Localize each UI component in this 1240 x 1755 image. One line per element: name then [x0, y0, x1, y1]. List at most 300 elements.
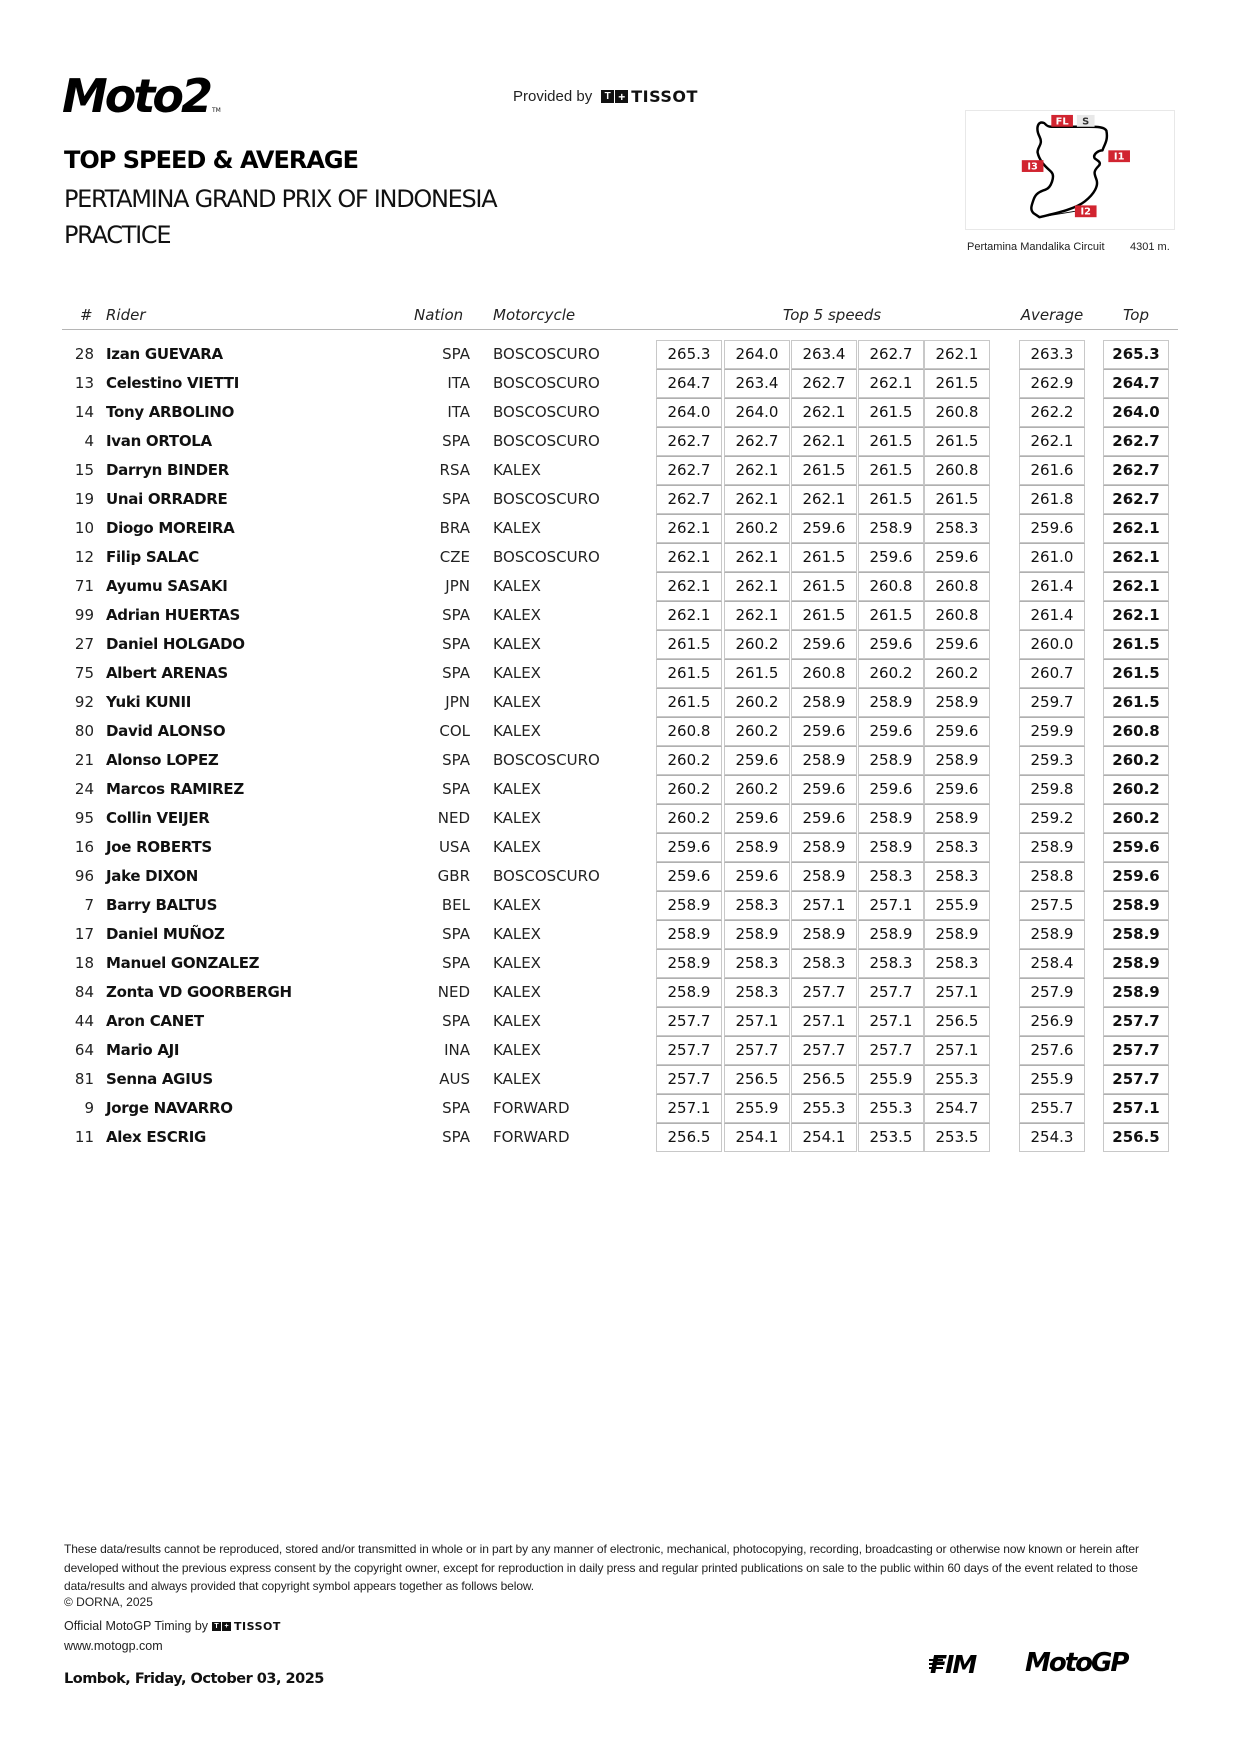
- rider-nation: BRA: [439, 519, 470, 537]
- speed-cell-3: 260.8: [791, 659, 857, 688]
- top-speed-cell: 259.6: [1103, 862, 1169, 891]
- rider-nation: CZE: [439, 548, 470, 566]
- rider-motorcycle: KALEX: [493, 664, 541, 682]
- circuit-map: [965, 110, 1175, 230]
- speed-cell-4: 258.9: [858, 833, 924, 862]
- rider-nation: JPN: [445, 693, 470, 711]
- average-speed-cell: 259.3: [1019, 746, 1085, 775]
- speed-cell-2: 264.0: [724, 340, 790, 369]
- speed-cell-5: 261.5: [924, 369, 990, 398]
- header-top: Top: [1122, 306, 1149, 324]
- speed-cell-4: 258.9: [858, 746, 924, 775]
- rider-motorcycle: KALEX: [493, 1041, 541, 1059]
- top-speed-cell: 258.9: [1103, 891, 1169, 920]
- table-row: [62, 717, 1178, 746]
- top-speed-cell: 257.7: [1103, 1036, 1169, 1065]
- average-speed-cell: 259.8: [1019, 775, 1085, 804]
- speed-cell-4: 257.7: [858, 978, 924, 1007]
- speed-cell-5: 259.6: [924, 543, 990, 572]
- speed-cell-5: 259.6: [924, 775, 990, 804]
- speed-cell-1: 258.9: [656, 920, 722, 949]
- rider-motorcycle: KALEX: [493, 780, 541, 798]
- speed-cell-1: 262.1: [656, 514, 722, 543]
- speed-cell-4: 258.9: [858, 804, 924, 833]
- average-speed-cell: 258.9: [1019, 920, 1085, 949]
- average-speed-cell: 255.9: [1019, 1065, 1085, 1094]
- average-speed-cell: 258.9: [1019, 833, 1085, 862]
- speed-cell-5: 255.9: [924, 891, 990, 920]
- rider-motorcycle: KALEX: [493, 577, 541, 595]
- speed-cell-3: 258.9: [791, 833, 857, 862]
- header-average: Average: [1020, 306, 1084, 324]
- speed-cell-3: 255.3: [791, 1094, 857, 1123]
- rider-number: 92: [74, 693, 94, 711]
- table-row: [62, 1094, 1178, 1123]
- average-speed-cell: 260.7: [1019, 659, 1085, 688]
- rider-nation: RSA: [439, 461, 470, 479]
- rider-name: Yuki KUNII: [106, 693, 192, 711]
- top-speed-cell: 259.6: [1103, 833, 1169, 862]
- speed-cell-2: 258.3: [724, 891, 790, 920]
- speed-cell-3: 262.1: [791, 485, 857, 514]
- speed-cell-5: 258.3: [924, 833, 990, 862]
- rider-number: 15: [74, 461, 94, 479]
- speed-cell-3: 259.6: [791, 775, 857, 804]
- speed-cell-4: 255.9: [858, 1065, 924, 1094]
- speed-cell-3: 258.9: [791, 920, 857, 949]
- speed-cell-3: 261.5: [791, 456, 857, 485]
- session-name: PRACTICE: [64, 221, 171, 249]
- rider-name: Collin VEIJER: [106, 809, 210, 827]
- speed-cell-1: 262.7: [656, 456, 722, 485]
- speed-cell-5: 258.3: [924, 514, 990, 543]
- table-row: [62, 514, 1178, 543]
- table-header: [62, 300, 1178, 330]
- rider-name: Barry BALTUS: [106, 896, 218, 914]
- speed-cell-1: 258.9: [656, 949, 722, 978]
- top-speed-cell: 264.0: [1103, 398, 1169, 427]
- rider-number: 80: [74, 722, 94, 740]
- speed-cell-2: 262.1: [724, 456, 790, 485]
- rider-motorcycle: KALEX: [493, 925, 541, 943]
- table-row: [62, 804, 1178, 833]
- table-row: [62, 427, 1178, 456]
- top-speed-cell: 257.1: [1103, 1094, 1169, 1123]
- average-speed-cell: 254.3: [1019, 1123, 1085, 1152]
- rider-name: Celestino VIETTI: [106, 374, 239, 392]
- rider-number: 24: [74, 780, 94, 798]
- speed-cell-1: 257.7: [656, 1007, 722, 1036]
- table-row: [62, 920, 1178, 949]
- speed-cell-1: 264.0: [656, 398, 722, 427]
- speed-cell-2: 262.1: [724, 485, 790, 514]
- speed-cell-1: 262.7: [656, 427, 722, 456]
- speed-cell-2: 260.2: [724, 514, 790, 543]
- rider-name: Diogo MOREIRA: [106, 519, 235, 537]
- average-speed-cell: 262.1: [1019, 427, 1085, 456]
- average-speed-cell: 261.4: [1019, 572, 1085, 601]
- speed-cell-2: 262.7: [724, 427, 790, 456]
- tissot-t-icon: T: [212, 1622, 221, 1631]
- rider-nation: SPA: [442, 1099, 470, 1117]
- speed-cell-2: 260.2: [724, 775, 790, 804]
- speed-cell-3: 259.6: [791, 804, 857, 833]
- top-speed-cell: 260.2: [1103, 746, 1169, 775]
- header-top5-speeds: Top 5 speeds: [782, 306, 882, 324]
- speed-cell-5: 260.2: [924, 659, 990, 688]
- rider-name: Jake DIXON: [106, 867, 199, 885]
- website-link[interactable]: www.motogp.com: [64, 1639, 163, 1653]
- speed-cell-1: 257.1: [656, 1094, 722, 1123]
- i2-label: I2: [1080, 206, 1091, 218]
- rider-number: 44: [74, 1012, 94, 1030]
- rider-nation: SPA: [442, 780, 470, 798]
- rider-name: Adrian HUERTAS: [106, 606, 241, 624]
- rider-number: 4: [84, 432, 94, 450]
- average-speed-cell: 258.4: [1019, 949, 1085, 978]
- speed-cell-2: 262.1: [724, 572, 790, 601]
- speed-cell-5: 258.3: [924, 949, 990, 978]
- top-speed-cell: 256.5: [1103, 1123, 1169, 1152]
- results-table: [62, 340, 1178, 1152]
- speed-cell-3: 262.1: [791, 398, 857, 427]
- swiss-cross-icon: +: [222, 1622, 231, 1631]
- speed-cell-3: 256.5: [791, 1065, 857, 1094]
- speed-cell-2: 258.3: [724, 949, 790, 978]
- rider-motorcycle: KALEX: [493, 461, 541, 479]
- speed-cell-1: 259.6: [656, 862, 722, 891]
- speed-cell-3: 259.6: [791, 514, 857, 543]
- rider-motorcycle: KALEX: [493, 1012, 541, 1030]
- rider-motorcycle: BOSCOSCURO: [493, 403, 600, 421]
- speed-cell-5: 256.5: [924, 1007, 990, 1036]
- average-speed-cell: 261.8: [1019, 485, 1085, 514]
- moto2-logo: [62, 69, 221, 123]
- rider-number: 12: [74, 548, 94, 566]
- rider-motorcycle: KALEX: [493, 635, 541, 653]
- swiss-cross-icon: +: [615, 90, 628, 103]
- speed-cell-1: 256.5: [656, 1123, 722, 1152]
- rider-number: 81: [74, 1070, 94, 1088]
- speed-cell-2: 261.5: [724, 659, 790, 688]
- s-label: S: [1082, 116, 1090, 128]
- rider-motorcycle: KALEX: [493, 983, 541, 1001]
- speed-cell-3: 261.5: [791, 601, 857, 630]
- table-row: [62, 456, 1178, 485]
- rider-nation: SPA: [442, 490, 470, 508]
- speed-cell-2: 260.2: [724, 688, 790, 717]
- speed-cell-5: 261.5: [924, 485, 990, 514]
- table-row: [62, 1065, 1178, 1094]
- speed-cell-4: 257.7: [858, 1036, 924, 1065]
- rider-number: 11: [74, 1128, 94, 1146]
- top-speed-cell: 261.5: [1103, 659, 1169, 688]
- rider-number: 99: [74, 606, 94, 624]
- rider-number: 28: [74, 345, 94, 363]
- rider-nation: INA: [444, 1041, 470, 1059]
- table-row: [62, 833, 1178, 862]
- speed-cell-2: 257.7: [724, 1036, 790, 1065]
- speed-cell-3: 259.6: [791, 717, 857, 746]
- speed-cell-5: 261.5: [924, 427, 990, 456]
- rider-number: 95: [74, 809, 94, 827]
- average-speed-cell: 255.7: [1019, 1094, 1085, 1123]
- table-row: [62, 862, 1178, 891]
- rider-nation: GBR: [437, 867, 470, 885]
- rider-motorcycle: KALEX: [493, 519, 541, 537]
- top-speed-cell: 260.2: [1103, 775, 1169, 804]
- rider-nation: ITA: [447, 403, 470, 421]
- speed-cell-1: 261.5: [656, 688, 722, 717]
- table-row: [62, 572, 1178, 601]
- speed-cell-5: 253.5: [924, 1123, 990, 1152]
- top-speed-cell: 262.7: [1103, 456, 1169, 485]
- rider-nation: SPA: [442, 1012, 470, 1030]
- speed-cell-4: 262.7: [858, 340, 924, 369]
- speed-cell-2: 255.9: [724, 1094, 790, 1123]
- tissot-logo-small: [212, 1620, 281, 1633]
- circuit-length: 4301 m.: [1130, 241, 1170, 253]
- rider-name: Filip SALAC: [106, 548, 199, 566]
- speed-cell-5: 262.1: [924, 340, 990, 369]
- table-row: [62, 688, 1178, 717]
- speed-cell-5: 260.8: [924, 572, 990, 601]
- rider-name: Alonso LOPEZ: [106, 751, 219, 769]
- speed-cell-3: 257.1: [791, 1007, 857, 1036]
- rider-number: 10: [74, 519, 94, 537]
- average-speed-cell: 257.6: [1019, 1036, 1085, 1065]
- speed-cell-3: 259.6: [791, 630, 857, 659]
- speed-cell-1: 261.5: [656, 630, 722, 659]
- page-title: TOP SPEED & AVERAGE: [64, 146, 359, 174]
- speed-cell-5: 257.1: [924, 1036, 990, 1065]
- speed-cell-1: 262.7: [656, 485, 722, 514]
- rider-motorcycle: KALEX: [493, 722, 541, 740]
- rider-motorcycle: BOSCOSCURO: [493, 751, 600, 769]
- speed-cell-1: 260.2: [656, 746, 722, 775]
- speed-cell-4: 261.5: [858, 427, 924, 456]
- event-name: PERTAMINA GRAND PRIX OF INDONESIA: [64, 185, 497, 213]
- rider-number: 18: [74, 954, 94, 972]
- top-speed-cell: 262.1: [1103, 543, 1169, 572]
- rider-nation: BEL: [441, 896, 470, 914]
- disclaimer-text: These data/results cannot be reproduced, stored and/or transmitted in whole or in part by any manner of electronic, mechanical, photocopying, recording, broadcasting or otherwise now known or herein after developed without the previous express consent by the copyright owner, except for reproduction in daily press and regular printed publications on sale to the public within 60 days of the event related to those data/results and always provided that copyright symbol appears together as follows below.: [64, 1542, 1139, 1593]
- speed-cell-4: 259.6: [858, 717, 924, 746]
- provided-by-label: Provided by: [513, 88, 593, 105]
- table-row: [62, 369, 1178, 398]
- table-row: [62, 543, 1178, 572]
- rider-nation: NED: [437, 983, 470, 1001]
- rider-name: Aron CANET: [106, 1012, 204, 1030]
- tissot-t-icon: T: [601, 90, 614, 103]
- average-speed-cell: 259.9: [1019, 717, 1085, 746]
- rider-nation: SPA: [442, 751, 470, 769]
- rider-number: 64: [74, 1041, 94, 1059]
- rider-name: Alex ESCRIG: [106, 1128, 207, 1146]
- rider-number: 9: [84, 1099, 94, 1117]
- speed-cell-1: 257.7: [656, 1065, 722, 1094]
- speed-cell-4: 260.2: [858, 659, 924, 688]
- rider-nation: NED: [437, 809, 470, 827]
- average-speed-cell: 259.2: [1019, 804, 1085, 833]
- rider-name: Mario AJI: [106, 1041, 180, 1059]
- rider-number: 17: [74, 925, 94, 943]
- speed-cell-4: 261.5: [858, 456, 924, 485]
- rider-nation: SPA: [442, 664, 470, 682]
- top-speed-cell: 261.5: [1103, 630, 1169, 659]
- average-speed-cell: 257.9: [1019, 978, 1085, 1007]
- speed-cell-4: 257.1: [858, 1007, 924, 1036]
- average-speed-cell: 262.9: [1019, 369, 1085, 398]
- speed-cell-2: 262.1: [724, 543, 790, 572]
- top-speed-cell: 265.3: [1103, 340, 1169, 369]
- tissot-logo-text: TISSOT: [631, 87, 698, 106]
- speed-cell-1: 262.1: [656, 601, 722, 630]
- circuit-name: Pertamina Mandalika Circuit: [967, 241, 1105, 253]
- rider-nation: ITA: [447, 374, 470, 392]
- header-nation: Nation: [414, 306, 464, 324]
- average-speed-cell: 262.2: [1019, 398, 1085, 427]
- average-speed-cell: 260.0: [1019, 630, 1085, 659]
- speed-cell-5: 259.6: [924, 717, 990, 746]
- speed-cell-2: 258.3: [724, 978, 790, 1007]
- speed-cell-1: 262.1: [656, 572, 722, 601]
- top-speed-cell: 258.9: [1103, 978, 1169, 1007]
- rider-motorcycle: KALEX: [493, 896, 541, 914]
- rider-name: Zonta VD GOORBERGH: [106, 983, 292, 1001]
- table-row: [62, 601, 1178, 630]
- average-speed-cell: 256.9: [1019, 1007, 1085, 1036]
- speed-cell-1: 260.2: [656, 775, 722, 804]
- speed-cell-5: 260.8: [924, 398, 990, 427]
- tissot-logo: [601, 87, 698, 106]
- speed-cell-4: 258.9: [858, 514, 924, 543]
- speed-cell-3: 262.1: [791, 427, 857, 456]
- rider-nation: USA: [438, 838, 470, 856]
- rider-number: 21: [74, 751, 94, 769]
- top-speed-cell: 262.1: [1103, 572, 1169, 601]
- table-row: [62, 775, 1178, 804]
- speed-cell-1: 259.6: [656, 833, 722, 862]
- rider-name: David ALONSO: [106, 722, 226, 740]
- rider-motorcycle: BOSCOSCURO: [493, 345, 600, 363]
- speed-cell-4: 253.5: [858, 1123, 924, 1152]
- official-timing: [64, 1619, 281, 1633]
- rider-nation: SPA: [442, 345, 470, 363]
- rider-motorcycle: BOSCOSCURO: [493, 490, 600, 508]
- speed-cell-2: 254.1: [724, 1123, 790, 1152]
- speed-cell-1: 258.9: [656, 891, 722, 920]
- fl-label: FL: [1055, 116, 1069, 128]
- average-speed-cell: 261.4: [1019, 601, 1085, 630]
- rider-name: Izan GUEVARA: [106, 345, 223, 363]
- speed-cell-3: 257.1: [791, 891, 857, 920]
- fim-logo: FIM: [930, 1650, 976, 1679]
- rider-number: 14: [74, 403, 94, 421]
- speed-cell-3: 261.5: [791, 543, 857, 572]
- speed-cell-4: 260.8: [858, 572, 924, 601]
- table-row: [62, 949, 1178, 978]
- rider-motorcycle: KALEX: [493, 809, 541, 827]
- speed-cell-4: 261.5: [858, 601, 924, 630]
- speed-cell-5: 260.8: [924, 456, 990, 485]
- speed-cell-2: 263.4: [724, 369, 790, 398]
- header-number: #: [80, 306, 93, 324]
- speed-cell-5: 254.7: [924, 1094, 990, 1123]
- rider-number: 71: [74, 577, 94, 595]
- average-speed-cell: 261.0: [1019, 543, 1085, 572]
- rider-nation: SPA: [442, 635, 470, 653]
- average-speed-cell: 261.6: [1019, 456, 1085, 485]
- rider-name: Manuel GONZALEZ: [106, 954, 260, 972]
- top-speed-cell: 262.7: [1103, 485, 1169, 514]
- rider-number: 7: [84, 896, 94, 914]
- rider-name: Ayumu SASAKI: [106, 577, 228, 595]
- speed-cell-4: 258.3: [858, 949, 924, 978]
- motogp-logo: MotoGP: [1025, 1648, 1128, 1678]
- speed-cell-3: 258.9: [791, 688, 857, 717]
- average-speed-cell: 259.7: [1019, 688, 1085, 717]
- rider-nation: SPA: [442, 606, 470, 624]
- speed-cell-2: 264.0: [724, 398, 790, 427]
- speed-cell-1: 257.7: [656, 1036, 722, 1065]
- rider-nation: SPA: [442, 954, 470, 972]
- speed-cell-4: 258.3: [858, 862, 924, 891]
- speed-cell-5: 258.9: [924, 804, 990, 833]
- table-row: [62, 746, 1178, 775]
- table-row: [62, 485, 1178, 514]
- rider-name: Unai ORRADRE: [106, 490, 228, 508]
- top-speed-cell: 262.1: [1103, 514, 1169, 543]
- place-date: Lombok, Friday, October 03, 2025: [64, 1671, 324, 1687]
- provided-by: [513, 87, 698, 106]
- speed-cell-2: 258.9: [724, 833, 790, 862]
- rider-motorcycle: BOSCOSCURO: [493, 432, 600, 450]
- top-speed-cell: 261.5: [1103, 688, 1169, 717]
- speed-cell-4: 261.5: [858, 485, 924, 514]
- speed-cell-4: 261.5: [858, 398, 924, 427]
- speed-cell-1: 260.2: [656, 804, 722, 833]
- rider-motorcycle: BOSCOSCURO: [493, 374, 600, 392]
- speed-cell-3: 254.1: [791, 1123, 857, 1152]
- speed-cell-2: 259.6: [724, 804, 790, 833]
- speed-cell-5: 258.9: [924, 746, 990, 775]
- speed-cell-3: 257.7: [791, 1036, 857, 1065]
- speed-cell-2: 256.5: [724, 1065, 790, 1094]
- rider-motorcycle: BOSCOSCURO: [493, 867, 600, 885]
- rider-name: Marcos RAMIREZ: [106, 780, 244, 798]
- speed-cell-4: 259.6: [858, 630, 924, 659]
- table-row: [62, 978, 1178, 1007]
- table-row: [62, 340, 1178, 369]
- speed-cell-4: 259.6: [858, 543, 924, 572]
- speed-cell-2: 258.9: [724, 920, 790, 949]
- table-row: [62, 1007, 1178, 1036]
- speed-cell-2: 260.2: [724, 630, 790, 659]
- rider-nation: JPN: [445, 577, 470, 595]
- tissot-logo-text: TISSOT: [234, 1619, 281, 1633]
- top-speed-cell: 262.1: [1103, 601, 1169, 630]
- rider-number: 27: [74, 635, 94, 653]
- rider-nation: SPA: [442, 432, 470, 450]
- rider-name: Joe ROBERTS: [106, 838, 212, 856]
- speed-cell-5: 258.3: [924, 862, 990, 891]
- rider-name: Daniel MUÑOZ: [106, 925, 225, 943]
- speed-cell-2: 262.1: [724, 601, 790, 630]
- speed-cell-1: 262.1: [656, 543, 722, 572]
- rider-nation: AUS: [439, 1070, 470, 1088]
- rider-motorcycle: FORWARD: [493, 1099, 570, 1117]
